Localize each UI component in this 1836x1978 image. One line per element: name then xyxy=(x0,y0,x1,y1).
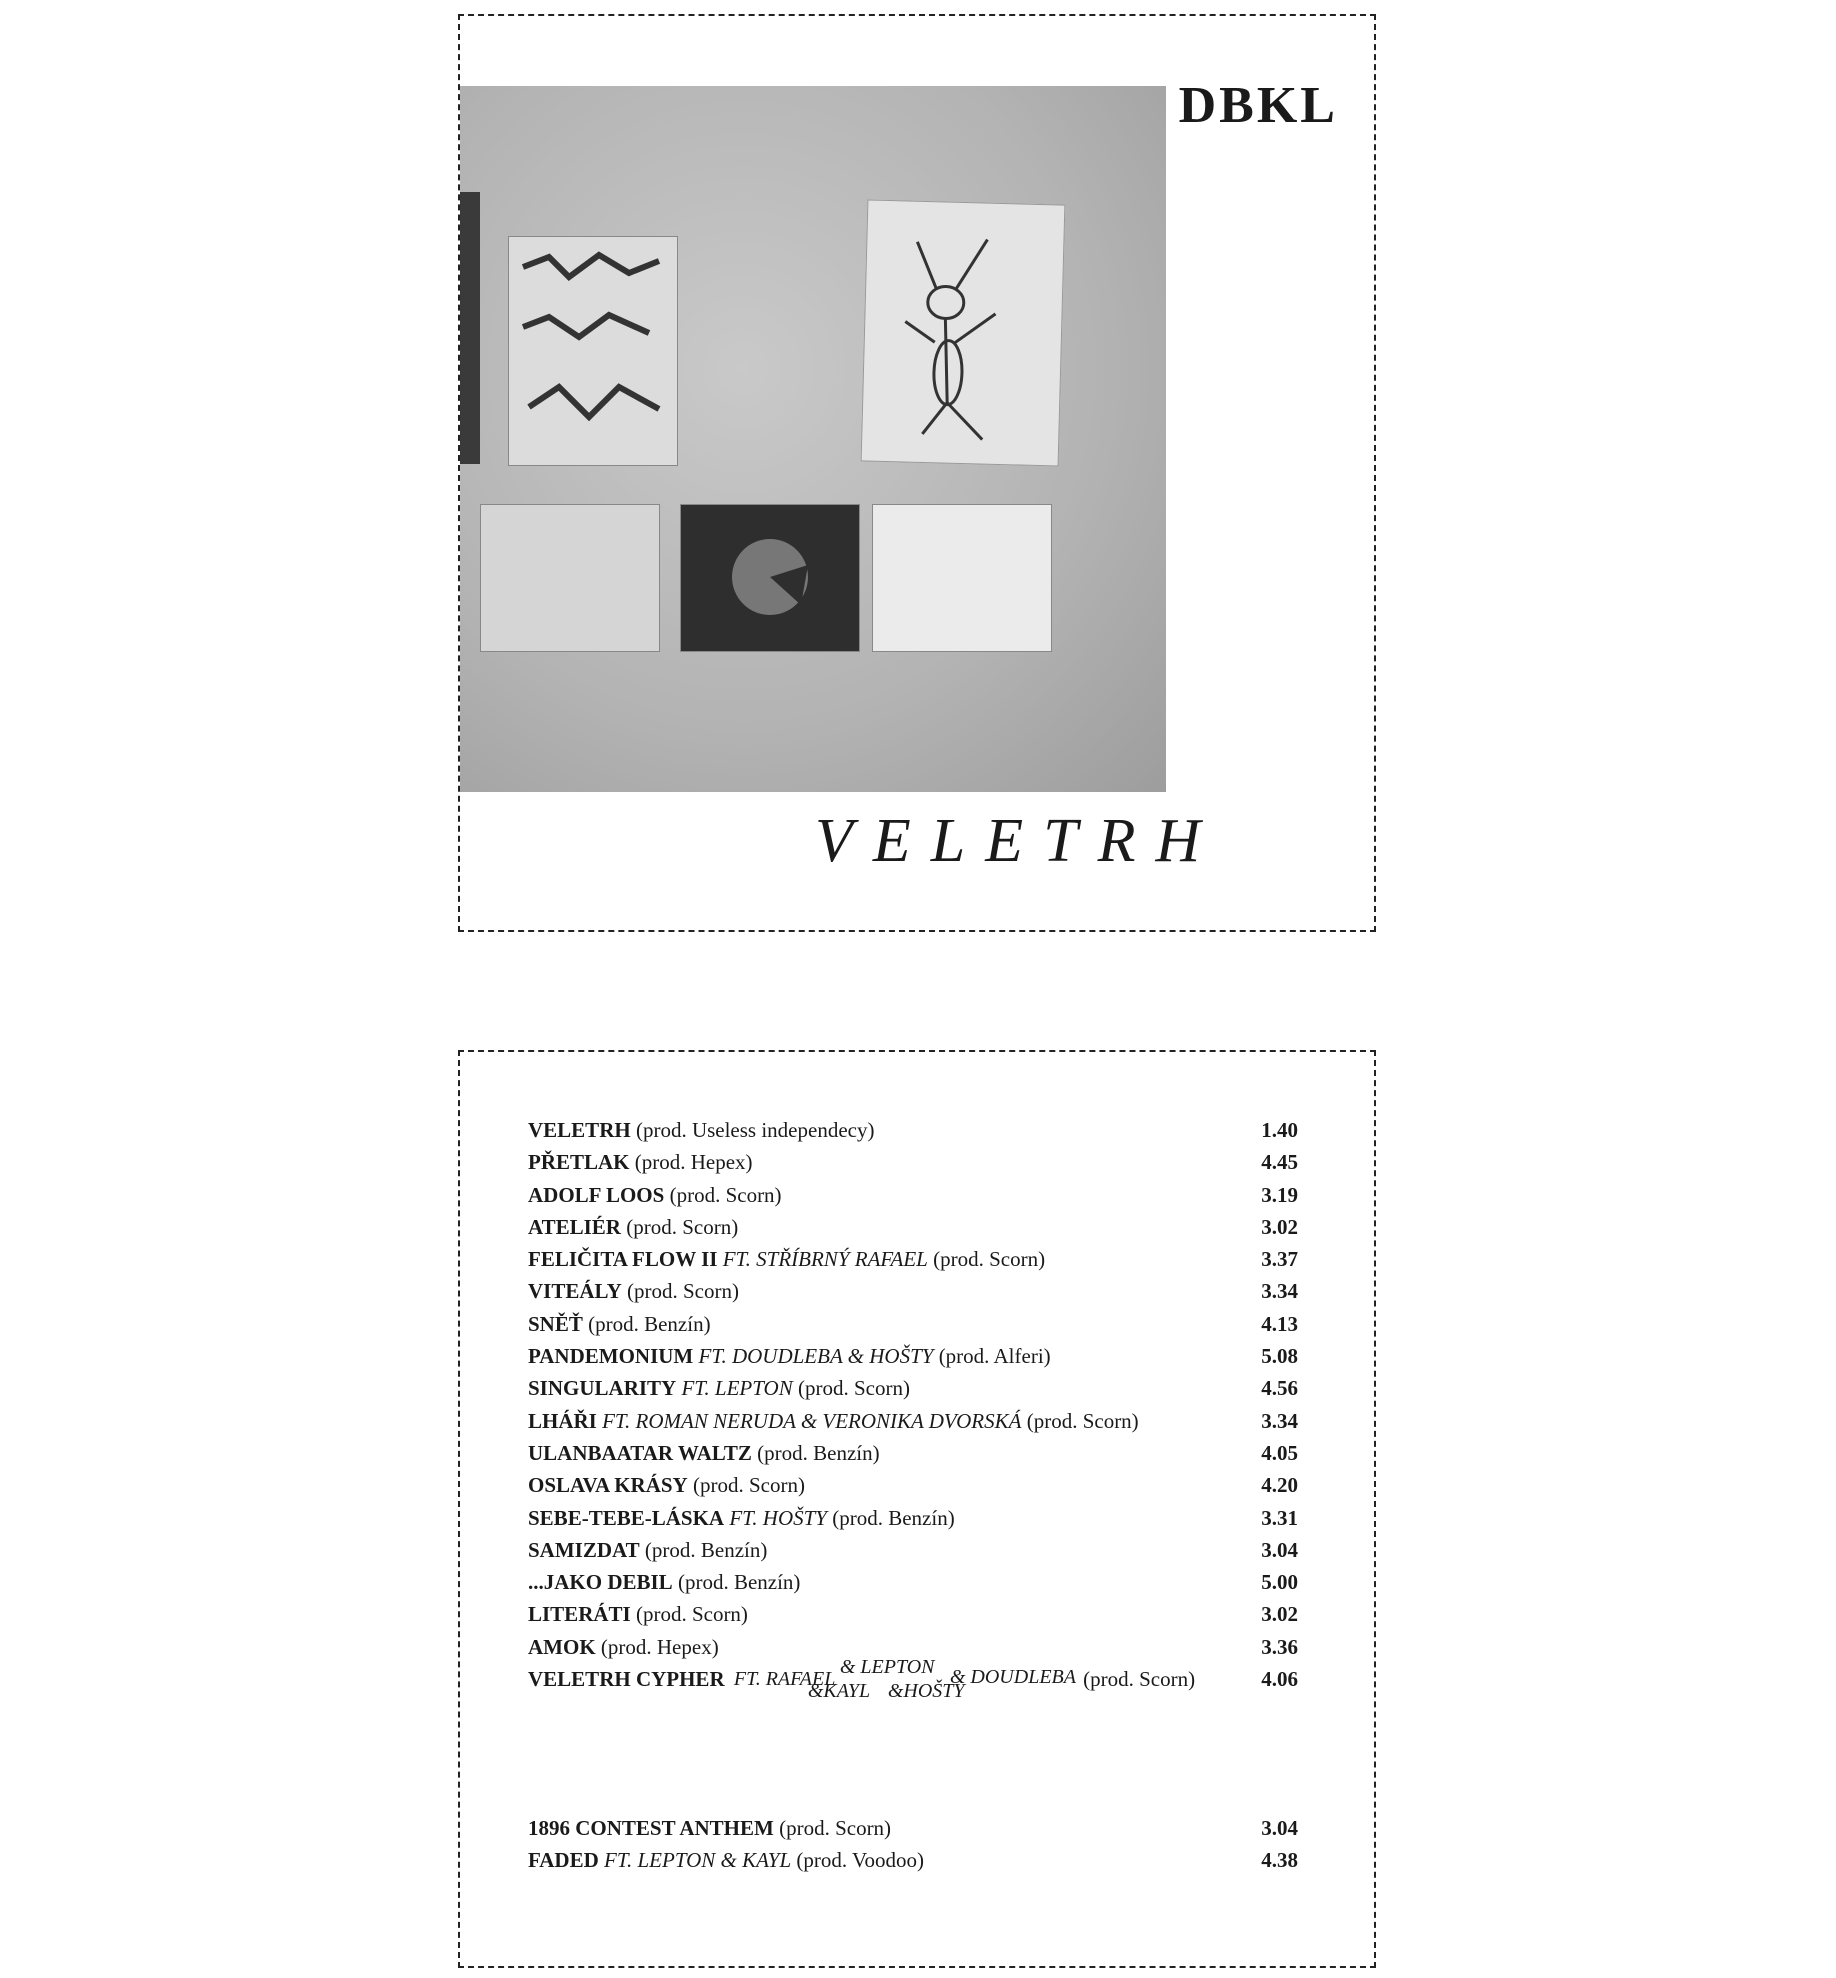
track-prod: (prod. Benzín) xyxy=(757,1440,880,1465)
track-row xyxy=(528,1308,1298,1340)
cover-photo xyxy=(460,86,1166,792)
photo-book-spine xyxy=(460,192,480,464)
track-duration: 4.05 xyxy=(1261,1440,1298,1465)
track-prod: (prod. Hepex) xyxy=(600,1634,719,1659)
track-row xyxy=(528,1469,1298,1501)
track-prod: (prod. Scorn) xyxy=(797,1376,910,1401)
track-row xyxy=(528,1502,1298,1534)
track-prod: (prod. Benzín) xyxy=(588,1311,711,1336)
track-duration: 5.00 xyxy=(1261,1570,1298,1595)
track-feat: FT. LEPTON xyxy=(681,1376,793,1401)
photo-drawing-card xyxy=(861,199,1066,466)
track-row xyxy=(528,1812,1298,1844)
track-title: ADOLF LOOS xyxy=(528,1182,665,1207)
track-title: SAMIZDAT xyxy=(528,1537,640,1562)
track-title: SNĚŤ xyxy=(528,1311,583,1336)
track-prod: (prod. Scorn) xyxy=(933,1247,1046,1272)
track-title: VITEÁLY xyxy=(528,1279,622,1304)
track-feat-lead: FT. RAFAEL xyxy=(733,1668,836,1691)
track-prod: (prod. Alferi) xyxy=(938,1344,1051,1369)
track-duration: 3.04 xyxy=(1261,1537,1298,1562)
track-prod: (prod. Scorn) xyxy=(779,1816,892,1840)
track-prod: (prod. Benzín) xyxy=(644,1537,768,1562)
track-prod: (prod. Scorn) xyxy=(627,1279,739,1304)
track-prod: (prod. Voodoo) xyxy=(796,1848,924,1873)
track-feat-part: & LEPTON xyxy=(839,1656,935,1679)
track-row xyxy=(528,1114,1298,1146)
bonus-tracklist xyxy=(528,1812,1298,1877)
track-title: 1896 CONTEST ANTHEM xyxy=(528,1816,774,1840)
track-prod: (prod. Scorn) xyxy=(626,1214,739,1239)
track-prod: (prod. Hepex) xyxy=(634,1150,753,1175)
track-prod: (prod. Scorn) xyxy=(1026,1408,1139,1433)
track-row xyxy=(528,1243,1298,1275)
track-title: PANDEMONIUM xyxy=(528,1344,694,1369)
tracklist xyxy=(528,1114,1298,1703)
track-row xyxy=(528,1437,1298,1469)
track-row xyxy=(528,1566,1298,1598)
track-duration: 5.08 xyxy=(1261,1344,1298,1369)
track-duration: 3.36 xyxy=(1261,1634,1298,1659)
track-duration: 3.02 xyxy=(1261,1602,1298,1627)
track-prod: (prod. Benzín) xyxy=(832,1505,955,1530)
track-title: SEBE-TEBE-LÁSKA xyxy=(528,1505,725,1530)
track-prod: (prod. Scorn) xyxy=(692,1473,805,1498)
photo-book-scribble xyxy=(509,237,677,465)
track-title: VELETRH xyxy=(528,1118,631,1142)
track-duration: 4.13 xyxy=(1261,1311,1298,1336)
track-duration: 4.20 xyxy=(1261,1473,1298,1498)
track-title: LHÁŘI xyxy=(528,1408,597,1433)
track-row xyxy=(528,1179,1298,1211)
back-cover xyxy=(458,1050,1376,1968)
track-row xyxy=(528,1844,1298,1876)
track-feat: FT. STŘÍBRNÝ RAFAEL xyxy=(722,1247,928,1272)
track-prod: (prod. Useless independecy) xyxy=(635,1118,875,1142)
track-title: FELIČITA FLOW II xyxy=(528,1247,718,1272)
track-row xyxy=(528,1372,1298,1404)
track-row xyxy=(528,1534,1298,1566)
track-title: PŘETLAK xyxy=(528,1150,630,1175)
track-row xyxy=(528,1656,1298,1703)
track-feat xyxy=(730,1656,1078,1703)
track-title: VELETRH CYPHER xyxy=(528,1667,725,1692)
track-prod: (prod. Scorn) xyxy=(669,1182,782,1207)
track-feat: FT. ROMAN NERUDA & VERONIKA DVORSKÁ xyxy=(602,1408,1022,1433)
track-title: LITERÁTI xyxy=(528,1602,631,1627)
track-duration: 4.06 xyxy=(1261,1667,1298,1692)
track-title: SINGULARITY xyxy=(528,1376,677,1401)
track-duration: 4.56 xyxy=(1261,1376,1298,1401)
track-duration: 4.38 xyxy=(1261,1848,1298,1873)
album-title: VELETRH xyxy=(815,807,1221,875)
track-feat-part: &HOŠTY xyxy=(887,1680,965,1703)
track-duration: 1.40 xyxy=(1261,1118,1298,1142)
track-prod: (prod. Benzín) xyxy=(677,1570,801,1595)
track-title: ...JAKO DEBIL xyxy=(528,1570,673,1595)
track-feat-part: &KAYL xyxy=(807,1680,871,1703)
track-feat: FT. LEPTON & KAYL xyxy=(604,1848,792,1873)
track-prod: (prod. Scorn) xyxy=(1083,1667,1196,1692)
track-row xyxy=(528,1598,1298,1630)
track-prod: (prod. Scorn) xyxy=(635,1602,748,1627)
photo-cd-disc-art xyxy=(681,505,859,651)
photo-cd-case-3 xyxy=(872,504,1052,652)
track-duration: 3.19 xyxy=(1261,1182,1298,1207)
track-duration: 3.04 xyxy=(1261,1816,1298,1840)
track-row xyxy=(528,1146,1298,1178)
track-feat: FT. DOUDLEBA & HOŠTY xyxy=(698,1344,934,1369)
track-title: ULANBAATAR WALTZ xyxy=(528,1440,752,1465)
track-feat-part: & DOUDLEBA xyxy=(949,1666,1076,1689)
track-row xyxy=(528,1405,1298,1437)
track-duration: 4.45 xyxy=(1261,1150,1298,1175)
track-duration: 3.02 xyxy=(1261,1214,1298,1239)
front-cover xyxy=(458,14,1376,932)
track-duration: 3.34 xyxy=(1261,1279,1298,1304)
track-duration: 3.37 xyxy=(1261,1247,1298,1272)
photo-book-cover xyxy=(508,236,678,466)
track-title: ATELIÉR xyxy=(528,1214,621,1239)
track-title: OSLAVA KRÁSY xyxy=(528,1473,688,1498)
track-title: AMOK xyxy=(528,1634,596,1659)
photo-cd-case-2 xyxy=(680,504,860,652)
track-duration: 3.34 xyxy=(1261,1408,1298,1433)
track-row xyxy=(528,1275,1298,1307)
track-row xyxy=(528,1211,1298,1243)
track-title: FADED xyxy=(528,1848,599,1873)
track-feat: FT. HOŠTY xyxy=(729,1505,827,1530)
track-row xyxy=(528,1340,1298,1372)
photo-rabbit-drawing xyxy=(862,200,1065,465)
track-duration: 3.31 xyxy=(1261,1505,1298,1530)
photo-cd-case-1 xyxy=(480,504,660,652)
artist-name: DBKL xyxy=(1178,77,1338,134)
